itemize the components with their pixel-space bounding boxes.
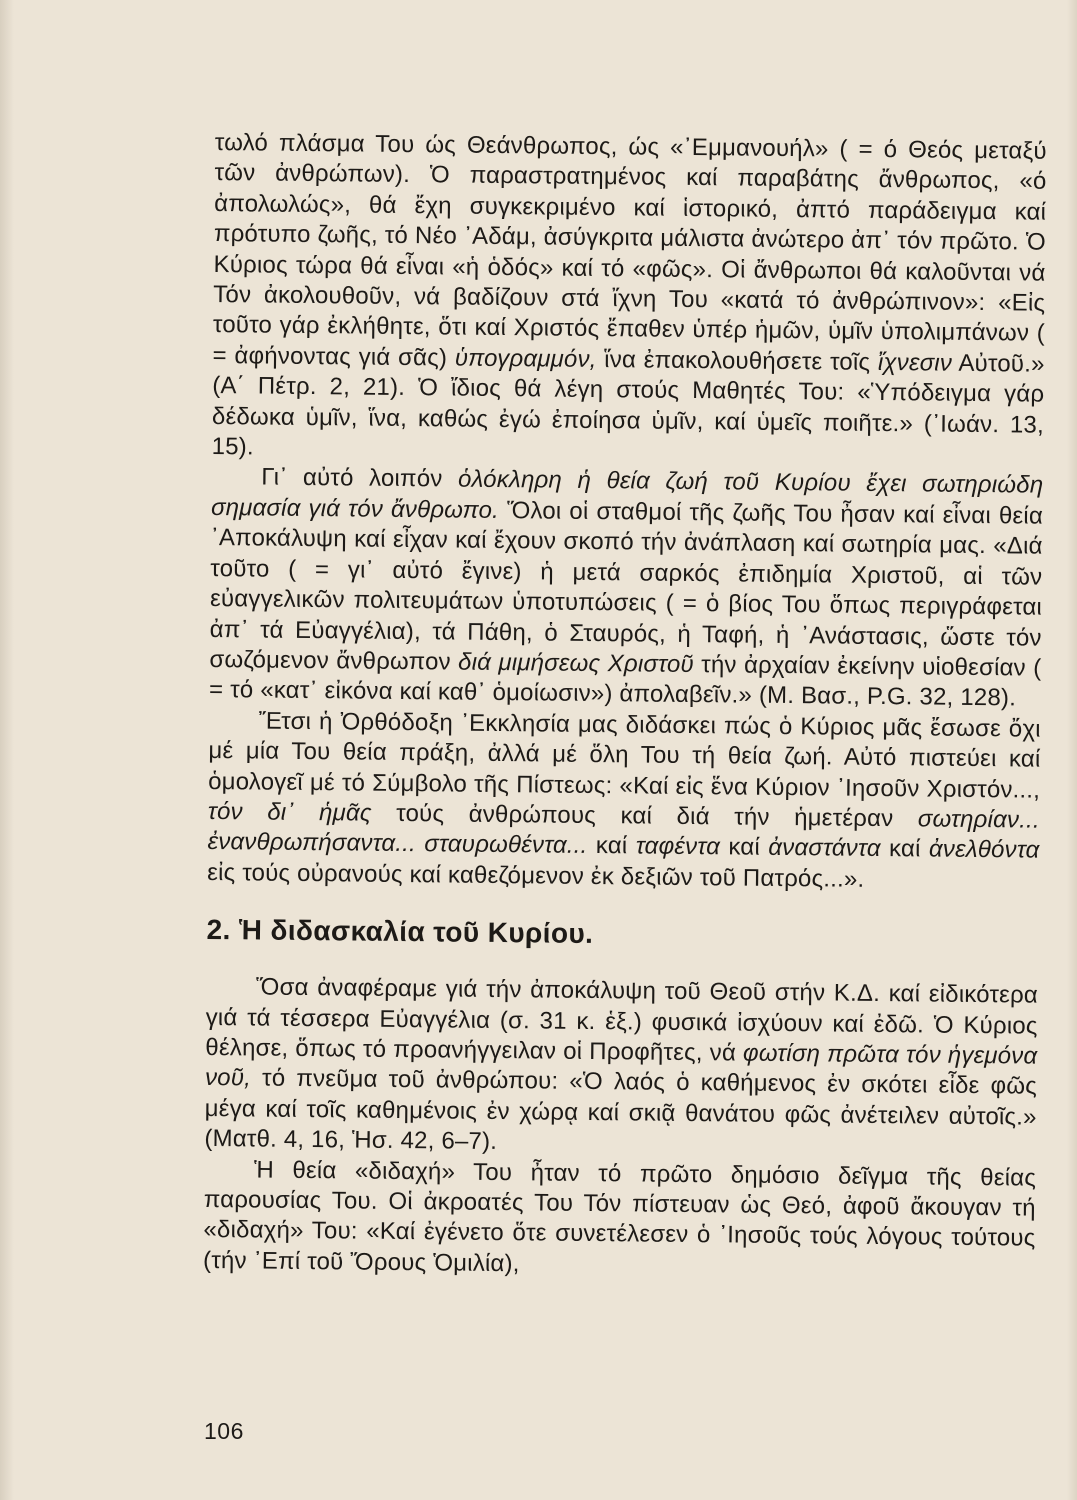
italic-run: σωτηρίαν... ἐνανθρωπήσαντα... σταυρωθέντα... xyxy=(207,805,1040,860)
text-run: Ὅλοι οἱ σταθμοί τῆς ζωῆς Του ἦσαν καί εἶναι θεία ᾿Αποκάλυψη καί εἶχαν καί ἔχουν σκοπό τήν ἀνάπλαση καί σωτηρία μας. «Διά τοῦτο ( = γι᾿ αὐτό ἔγινε) ἡ μετά σαρκός ἐπιδημία Χριστοῦ, αἱ τῶν εὐαγγελικῶν πολιτευμάτων ὑποτυπώσεις ( = ὁ βίος Του ὅπως περιγράφεται ἀπ᾿ τά Εὐαγγέλια), τά Πάθη, ὁ Σταυρός, ἡ Ταφή, ἡ ᾿Ανάστασις, ὥστε τόν σωζόμενον ἄνθρωπον xyxy=(209,496,1044,676)
text-run: ἵνα ἐπακολουθήσετε τοῖς xyxy=(596,345,879,376)
text-run: Ἔτσι ἡ Ὀρθόδοξη ᾿Εκκλησία μας διδάσκει πώς ὁ Κύριος μᾶς ἔσωσε ὄχι μέ μία Του θεία πράξη, ἀλλά μέ ὅλη Του τή θεία ζωή. Αὐτό πιστεύει καί ὁμολογεῖ μέ τό Σύμβολο τῆς Πίστεως: «Καί εἰς ἕνα Κύριον ᾿Ιησοῦν Χριστόν..., xyxy=(208,707,1041,804)
italic-run: φωτίση πρῶτα τόν ἡγεμόνα νοῦ, xyxy=(204,1039,1038,1092)
italic-run: ὑπογραμμόν, xyxy=(454,344,597,373)
italic-run: ταφέντα xyxy=(635,832,721,861)
paragraph-orthodox-teaching xyxy=(207,706,1041,897)
paragraph-continuation xyxy=(211,128,1046,471)
text-run: Ἡ θεία «διδαχή» Του ἦταν τό πρῶτο δημόσιο δεῖγμα τῆς θείας παρουσίας Του. Οἱ ἀκροατές Του Τόν πίστευαν ὡς Θεό, ἀφοῦ ἄκουγαν τή «διδαχή» Του: «Καί ἐγένετο ὅτε συνετέλεσεν ὁ ᾿Ιησοῦς τούς λόγους τούτους (τήν ᾿Επί τοῦ Ὄρους Ὁμιλία), xyxy=(203,1156,1037,1278)
paragraph-revelation xyxy=(204,972,1038,1163)
italic-run: ἀναστάντα xyxy=(768,834,881,863)
text-run: τό πνεῦμα τοῦ ἀνθρώπου: «Ὁ λαός ὁ καθήμενος ἐν σκότει εἶδε φῶς μέγα καί τοῖς καθημένοις ἐν χώρᾳ καί σκιᾷ θανάτου φῶς ἀνέτειλεν αὐτοῖς.» (Ματθ. 4, 16, Ἡσ. 42, 6–7). xyxy=(204,1064,1038,1156)
paragraph-soteriological-meaning xyxy=(209,462,1044,714)
text-run: καί xyxy=(587,832,636,860)
text-run: Ὅσα ἀναφέραμε γιά τήν ἀποκάλυψη τοῦ Θεοῦ στήν Κ.Δ. καί εἰδικότερα γιά τά τέσσερα Εὐαγγέλια (σ. 31 κ. ἑξ.) φυσικά ἰσχύουν καί ἐδῶ. Ὁ Κύριος θέλησε, ὅπως τό προανήγγειλαν οἱ Προφῆτες, νά xyxy=(205,973,1039,1067)
text-run: τούς ἀνθρώπους καί διά τήν ἡμετέραν xyxy=(371,799,919,833)
italic-run: ἴχνεσιν xyxy=(877,348,953,377)
text-run: εἰς τούς οὐρανούς καί καθεζόμενον ἐκ δεξιῶν τοῦ Πατρός...». xyxy=(207,858,865,893)
page-number: 106 xyxy=(204,1418,244,1444)
italic-run: διά μιμήσεως Χριστοῦ xyxy=(457,648,695,678)
italic-run: ὁλόκληρη ἡ θεία ζωή τοῦ Κυρίου ἔχει σωτηριώδη σημασία γιά τόν ἄνθρωπο. xyxy=(210,466,1044,524)
section-heading: 2. Ἡ διδασκαλία τοῦ Κυρίου. xyxy=(206,914,594,950)
page-edge-left xyxy=(0,0,14,1500)
paragraph-divine-teaching xyxy=(203,1155,1036,1285)
text-run: καί xyxy=(880,835,930,863)
page-edge-right xyxy=(1067,0,1077,1500)
book-text-block xyxy=(203,128,1047,1285)
text-run: Γι᾿ αὐτό λοιπόν xyxy=(261,463,459,494)
italic-run: τόν δι᾿ ἡμᾶς xyxy=(207,797,372,827)
text-run: τωλό πλάσμα Του ώς Θεάνθρωπος, ώς «᾿Εμμανουήλ» ( = ό Θεός μεταξύ τῶν ἀνθρώπων). Ὁ παραστρατημένος καί παραβάτης ἄνθρωπος, «ό ἀπολωλώς», θά ἔχη συγκεκριμένο καί ἱστορικό, ἀπτό παράδειγμα καί πρότυπο ζωῆς, τό Νέο ᾿Αδάμ, ἀσύγκριτα μάλιστα ἀνώτερο ἀπ᾿ τόν πρῶτο. Ὁ Κύριος τώρα θά εἶναι «ἡ ὁδός» καί τό «φῶς». Οἱ ἄνθρωποι θά καλοῦνται νά Τόν ἀκολουθοῦν, νά βαδίζουν στά ἴχνη Του «κατά τό ἀνθρώπινον»: «Εἰς τοῦτο γάρ ἐκλήθητε, ὅτι καί Χριστός ἔπαθεν ὑπέρ ἡμῶν, ὑμῖν ὑπολιμπάνων ( = ἀφήνοντας γιά σᾶς) xyxy=(212,128,1047,372)
text-run: Αὐτοῦ.» (Α΄ Πέτρ. 2, 21). Ὁ ἴδιος θά λέγη στούς Μαθητές Του: «Ὑπόδειγμα γάρ δέδωκα ὑμῖν, ἵνα, καθώς ἐγώ ἐποίησα ὑμῖν, καί ὑμεῖς ποιῆτε.» (᾿Ιωάν. 13, 15). xyxy=(211,349,1045,461)
italic-run: ἀνελθόντα xyxy=(928,835,1040,865)
text-run: καί xyxy=(719,833,769,862)
text-run: τήν ἀρχαίαν ἐκείνην υἱοθεσίαν ( = τό «κατ᾿ εἰκόνα καί καθ᾿ ὁμοίωσιν») ἀπολαβεῖν.» (Μ. Βασ., P.G. 32, 128). xyxy=(208,650,1042,712)
